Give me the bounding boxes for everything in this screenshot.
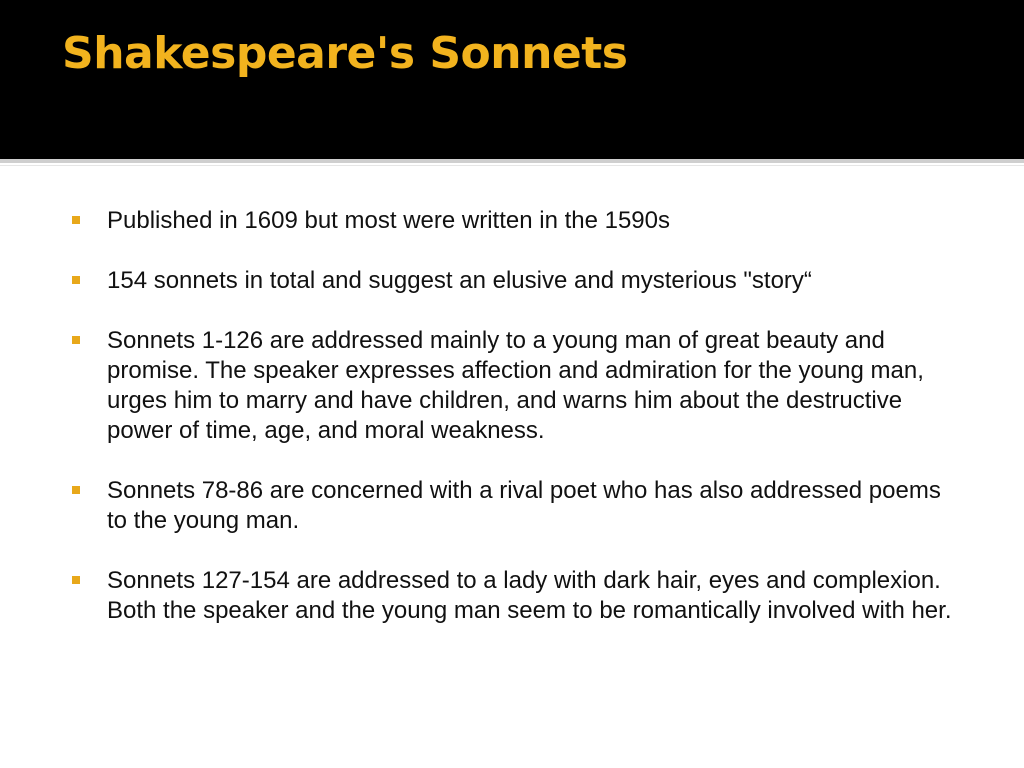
bullet-text: 154 sonnets in total and suggest an elusive and mysterious "story“ (107, 267, 812, 294)
divider-rule-thin (0, 165, 1024, 166)
bullet-item (70, 566, 965, 626)
square-bullet-icon (70, 476, 107, 506)
divider-rule (0, 159, 1024, 163)
square-bullet-icon (70, 266, 107, 296)
bullet-item (70, 266, 965, 296)
bullet-text: Sonnets 1-126 are addressed mainly to a young man of great beauty and promise. The speaker expresses affection and admiration for the young man, urges him to marry and have children, and warns him about the destructive power of time, age, and moral weakness. (107, 327, 924, 444)
bullet-text: Sonnets 78-86 are concerned with a rival poet who has also addressed poems to the young man. (107, 477, 941, 534)
square-bullet-icon (70, 326, 107, 356)
title-bar (0, 0, 1024, 159)
bullet-text: Sonnets 127-154 are addressed to a lady with dark hair, eyes and complexion. Both the speaker and the young man seem to be romantically involved with her. (107, 567, 952, 624)
bullet-text: Published in 1609 but most were written in the 1590s (107, 207, 671, 234)
slide-title: Shakespeare's Sonnets (62, 28, 628, 79)
bullet-item (70, 206, 965, 236)
square-bullet-icon (70, 566, 107, 596)
bullet-list (70, 206, 965, 656)
square-bullet-icon (70, 206, 107, 236)
bullet-item (70, 326, 965, 446)
bullet-item (70, 476, 965, 536)
